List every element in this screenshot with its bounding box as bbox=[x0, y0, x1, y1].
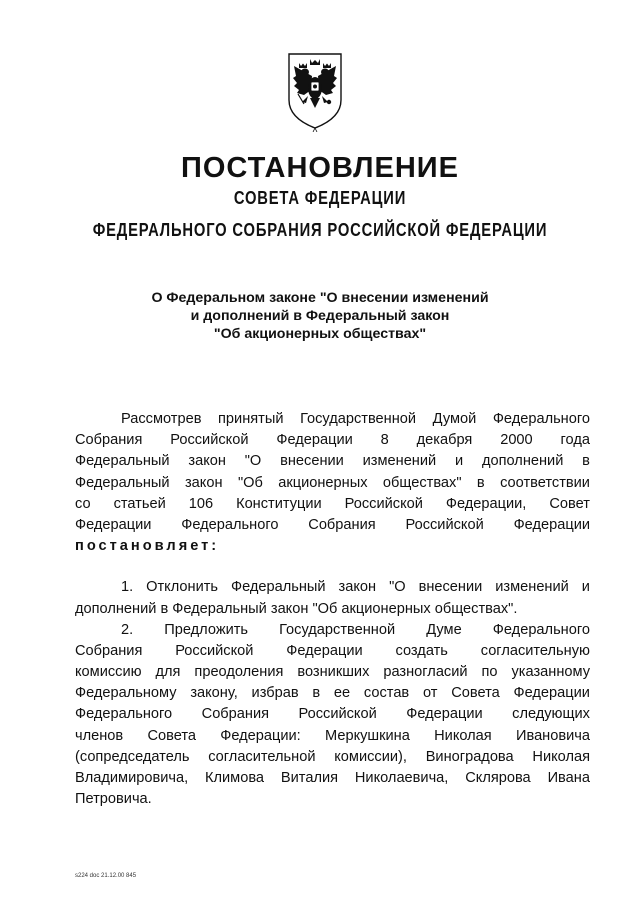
body-line: Федеральный закон "Об акционерных обществах" в соответствии bbox=[75, 474, 590, 491]
subject-line: "Об акционерных обществах" bbox=[213, 326, 427, 342]
item-2-line: 2. Предложить Государственной Думе Федерального bbox=[121, 621, 590, 638]
subject-line: и дополнений в Федеральный закон bbox=[190, 308, 450, 324]
subject-heading bbox=[0, 289, 640, 343]
item-1-line: дополнений в Федеральный закон "Об акционерных обществах". bbox=[75, 600, 518, 617]
body-line: Федеральный закон "О внесении изменений и дополнений в bbox=[75, 453, 590, 470]
item-2-line: Собрания Российской Федерации создать согласительную bbox=[75, 642, 590, 659]
body-line: Собрания Российской Федерации 8 декабря 2000 года bbox=[75, 432, 590, 449]
coat-of-arms-icon bbox=[284, 48, 346, 132]
document-body bbox=[75, 409, 590, 810]
item-2-line: Владимировича, Климова Виталия Николаевича, Склярова Ивана bbox=[75, 770, 590, 786]
resolves-word: постановляет: bbox=[75, 538, 220, 555]
item-1-line: 1. Отклонить Федеральный закон "О внесении изменений и bbox=[121, 579, 590, 596]
item-2-line: комиссию для преодоления возникших разногласий по указанному bbox=[75, 664, 590, 681]
subject-line: О Федеральном законе "О внесении изменений bbox=[151, 290, 489, 306]
council-heading: СОВЕТА ФЕДЕРАЦИИ bbox=[233, 188, 407, 208]
item-2-line: Федеральному закону, избрав в ее состав от Совета Федерации bbox=[75, 685, 590, 702]
item-2-line: членов Совета Федерации: Меркушкина Николая Ивановича bbox=[75, 727, 590, 744]
footer-code: s224 doc 21.12.00 845 bbox=[75, 873, 137, 879]
document-title: ПОСТАНОВЛЕНИЕ bbox=[181, 152, 459, 184]
item-2-line: Петровича. bbox=[75, 791, 152, 808]
item-2-line: (сопредседатель согласительной комиссии), Виноградова Николая bbox=[75, 748, 590, 765]
assembly-heading: ФЕДЕРАЛЬНОГО СОБРАНИЯ РОССИЙСКОЙ ФЕДЕРАЦИИ bbox=[92, 220, 548, 240]
body-line: Рассмотрев принятый Государственной Думой Федерального bbox=[121, 411, 590, 427]
body-line: Федерации Федерального Собрания Российской Федерации bbox=[75, 516, 590, 533]
body-line bbox=[75, 536, 590, 557]
item-2-line: Федерального Собрания Российской Федерации следующих bbox=[75, 706, 590, 723]
body-line: со статьей 106 Конституции Российской Федерации, Совет bbox=[75, 495, 590, 512]
